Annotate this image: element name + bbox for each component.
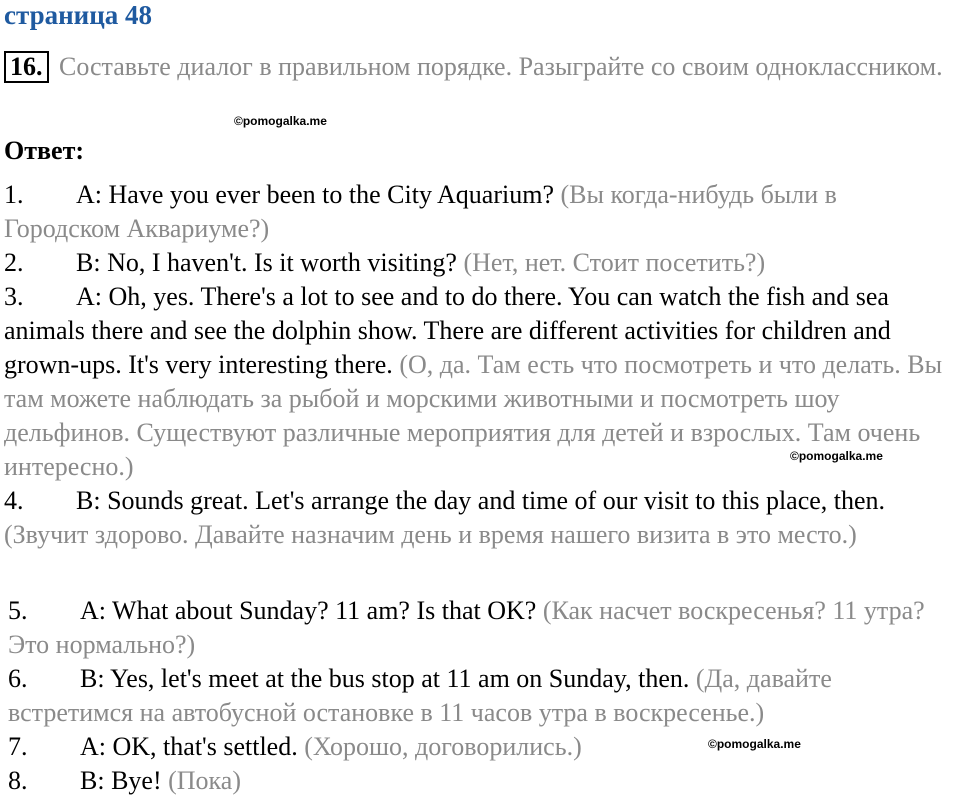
english-text: B: Bye!	[80, 766, 162, 795]
task-text: Составьте диалог в правильном порядке. Разыграйте со своим одноклассником.	[59, 52, 943, 81]
line-number: 2.	[4, 248, 24, 277]
english-text: B: Sounds great. Let's arrange the day and time of our visit to this place, then.	[76, 486, 886, 515]
english-text: B: Yes, let's meet at the bus stop at 11 am on Sunday, then.	[80, 664, 690, 693]
dialog-line-1	[4, 178, 954, 246]
dialog-line-6	[8, 662, 958, 730]
line-number: 6.	[8, 664, 28, 693]
russian-translation: (О, да. Там есть что посмотреть и что делать. Вы там можете наблюдать за рыбой и морскими животными и посмотреть шоу дельфинов. Существуют различные мероприятия для детей и взрослых. Там очень интересно.)	[4, 350, 943, 481]
line-number: 1.	[4, 180, 24, 209]
english-text: A: OK, that's settled.	[80, 732, 298, 761]
line-number: 4.	[4, 486, 24, 515]
dialog-line-8	[8, 764, 958, 798]
russian-translation: (Нет, нет. Стоит посетить?)	[463, 248, 766, 277]
watermark: ©pomogalka.me	[234, 114, 327, 128]
watermark: ©pomogalka.me	[790, 449, 883, 463]
russian-translation: (Да, давайте встретимся на автобусной остановке в 11 часов утра в воскресенье.)	[8, 664, 832, 727]
russian-translation: (Как насчет воскресенья? 11 утра? Это нормально?)	[8, 596, 925, 659]
russian-translation: (Пока)	[168, 766, 241, 795]
answer-label: Ответ:	[4, 136, 85, 165]
dialog-block-2	[8, 594, 958, 798]
russian-translation: (Хорошо, договорились.)	[304, 732, 582, 761]
line-number: 7.	[8, 732, 28, 761]
line-number: 8.	[8, 766, 28, 795]
russian-translation: (Звучит здорово. Давайте назначим день и время нашего визита в это место.)	[4, 520, 857, 549]
dialog-block-1	[4, 178, 954, 552]
task-number: 16.	[4, 51, 49, 83]
english-text: B: No, I haven't. Is it worth visiting?	[76, 248, 457, 277]
dialog-line-5	[8, 594, 958, 662]
russian-translation: (Вы когда-нибудь были в Городском Аквариуме?)	[4, 180, 837, 243]
dialog-line-2	[4, 246, 954, 280]
english-text: A: What about Sunday? 11 am? Is that OK?	[80, 596, 537, 625]
dialog-line-4	[4, 484, 954, 552]
dialog-line-7	[8, 730, 958, 764]
english-text: A: Have you ever been to the City Aquarium?	[76, 180, 554, 209]
watermark: ©pomogalka.me	[708, 737, 801, 751]
task-instruction	[4, 50, 954, 84]
english-text: A: Oh, yes. There's a lot to see and to do there. You can watch the fish and sea animals there and see the dolphin show. There are different activities for children and grown-ups. It's very interesting there.	[4, 282, 891, 379]
page-title: страница 48	[4, 0, 153, 30]
line-number: 3.	[4, 282, 24, 311]
line-number: 5.	[8, 596, 28, 625]
